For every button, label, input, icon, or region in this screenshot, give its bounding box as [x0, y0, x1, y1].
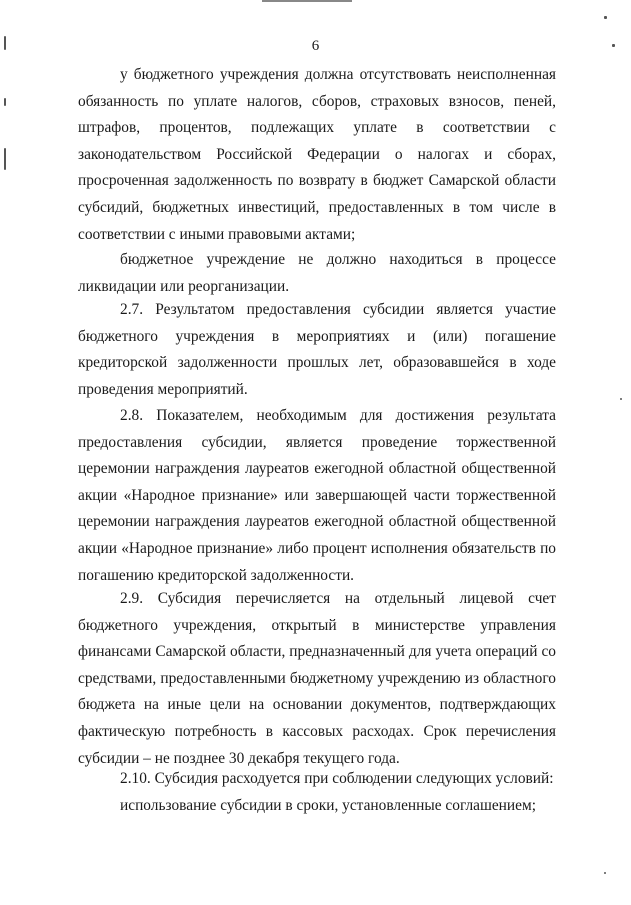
paragraph-usage-condition: использование субсидии в сроки, установленные соглашением;: [120, 797, 536, 814]
scan-mark: [4, 148, 6, 170]
paragraph-budget-debt-requirement: у бюджетного учреждения должна отсутствовать неисполненная обязанность по уплате налогов, сборов, страховых взносов, пеней, штрафов, процентов, подлежащих уплате в соответствии с законодательством Российской Федерации о налогах и сборах, просроченная задолженность по возврату в бюджет Самарской области субсидий, бюджетных инвестиций, предоставленных в том числе в соответствии с иными правовыми актами;: [78, 66, 556, 243]
paragraph-2-8: 2.8. Показателем, необходимым для достижения результата предоставления субсидии, является проведение торжественной церемонии награждения лауреатов ежегодной областной общественной акции «Народное признание» или завершающей части торжественной церемонии награждения лауреатов ежегодной областной общественной акции «Народное признание» либо процент исполнения обязательств по погашению кредиторской задолженности.: [78, 407, 556, 584]
paragraph-2-10: 2.10. Субсидия расходуется при соблюдении следующих условий:: [120, 770, 554, 787]
paragraph-2-9: 2.9. Субсидия перечисляется на отдельный лицевой счет бюджетного учреждения, открытый в министерстве управления финансами Самарской области, предназначенный для учета операций со средствами, предоставленными бюджетному учреждению из областного бюджета на иные цели на основании документов, подтверждающих фактическую потребность в кассовых расходах. Срок перечисления субсидии – не позднее 30 декабря текущего года.: [78, 590, 556, 767]
scan-mark: [604, 872, 606, 874]
scan-mark: [620, 398, 622, 400]
paragraph-2-7: 2.7. Результатом предоставления субсидии является участие бюджетного учреждения в мероприятиях и (или) погашение кредиторской задолженности прошлых лет, образовавшейся в ходе проведения мероприятий.: [78, 301, 556, 398]
scan-mark: [612, 44, 615, 47]
scan-top-edge: [262, 0, 352, 2]
scan-mark: [4, 98, 6, 106]
page-number: 6: [311, 38, 320, 54]
paragraph-liquidation-requirement: бюджетное учреждение не должно находиться в процессе ликвидации или реорганизации.: [78, 251, 556, 295]
scan-mark: [604, 16, 607, 19]
scan-mark: [4, 36, 6, 50]
